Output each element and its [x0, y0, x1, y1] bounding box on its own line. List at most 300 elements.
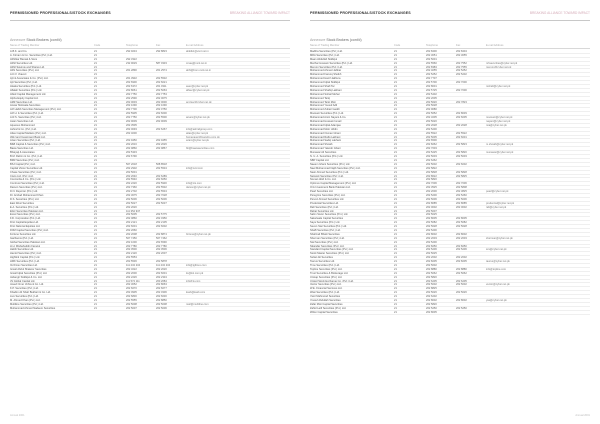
email-address — [486, 233, 590, 236]
broker-name: Munawar Ali Securities — [310, 151, 337, 155]
email-address — [486, 307, 590, 310]
broker-name: Muhammad Rafiq Lakhani — [310, 135, 341, 139]
broker-name: Nasir Ahmed Securities (Pvt.) Ltd. — [310, 170, 349, 174]
email-address: darson@cyber.net.pk — [186, 186, 211, 190]
column-header-telephone: Telephone — [426, 44, 438, 47]
broker-name: Salim Sozer Securities (Pvt.) Ltd. — [310, 213, 349, 217]
area-code: 21 — [94, 77, 97, 81]
area-code: 21 — [94, 240, 97, 244]
fax: 262 5825 — [456, 174, 467, 178]
telephone: 262 3505 — [126, 123, 137, 127]
broker-name: Muhammad Yakoob Ghani — [310, 147, 341, 151]
broker-name: AWJ and Investment Bank Ltd. — [10, 135, 46, 139]
fax — [456, 58, 486, 61]
broker-name: F.D. Corporation (Pvt.) Ltd. — [10, 217, 41, 221]
email-address — [486, 93, 590, 96]
broker-name: Ajit & Associates & Co. (Pvt.) Ltd. — [10, 77, 49, 81]
area-code: 21 — [394, 143, 397, 147]
column-header-email: E-mail Address — [486, 44, 504, 47]
broker-name: Concordia & Co. (Pvt.) Ltd. — [10, 178, 41, 182]
broker-name: Cisco Ltd. (Pvt.) Ltd. — [10, 174, 34, 178]
fax: 262 5026 — [456, 291, 467, 295]
fax — [156, 54, 186, 57]
email-address: ccsaq@vsnl.net.in — [186, 61, 208, 65]
telephone: 262 2003 — [426, 236, 437, 240]
broker-name: D.S. Securities (Pvt.) Ltd. — [10, 197, 40, 201]
fax: 262 5003 — [456, 155, 467, 158]
telephone: 262 0860 — [126, 217, 137, 221]
area-code: 21 — [394, 306, 397, 310]
telephone: 262 5652 — [426, 112, 437, 116]
email-address — [486, 89, 590, 92]
fax: 262 9455 — [156, 139, 167, 143]
email-address: munawar@cyber.net.pk — [486, 151, 514, 155]
fax: 262 5532 — [156, 186, 167, 190]
section-title: Stock Brokers (cont'd) — [326, 38, 362, 42]
fax: 262 5500 — [156, 116, 167, 120]
broker-name: Mohammed Hanif Jakhura — [310, 77, 341, 81]
email-address: bb@bawasecurities.com — [186, 147, 215, 151]
telephone: 567 7450 — [126, 236, 137, 240]
broker-name: Atlas Capital Markets (Pvt.) Ltd. — [10, 131, 47, 135]
broker-name: Mohammed Farooq Sheikh — [310, 73, 342, 77]
telephone: 262 0002 — [426, 205, 437, 209]
fax — [456, 93, 486, 96]
email-address — [486, 101, 590, 104]
email-address — [486, 245, 590, 248]
page-folio: Annual 2001 — [10, 414, 25, 417]
fax: 262 9867 — [156, 147, 167, 151]
broker-name: Mazhar Hussain Securities (Pvt.) Ltd. — [310, 61, 353, 65]
telephone: 262 2000 — [126, 271, 137, 275]
area-code: 21 — [394, 131, 397, 135]
broker-name: Nael Mohammad Najib Securities (Pvt.) Ltd. — [310, 166, 361, 170]
telephone: 111 574 111 — [126, 279, 140, 283]
broker-name: Excel Securities (Pvt.) Ltd. — [10, 213, 41, 217]
broker-list — [310, 50, 590, 315]
email-address: info@topline.com — [486, 267, 507, 271]
fax: 262 5002 — [456, 283, 467, 287]
area-code: 21 — [394, 88, 397, 92]
fax — [156, 151, 186, 154]
telephone: 262 5005 — [126, 213, 137, 217]
telephone: 262 5905 — [126, 112, 137, 116]
fax — [456, 139, 486, 142]
fax: 262 5930 — [156, 182, 167, 186]
area-code: 21 — [94, 201, 97, 205]
area-code: 21 — [94, 217, 97, 221]
telephone: 292 3322 — [126, 57, 137, 61]
email-address — [186, 112, 290, 115]
area-code: 21 — [94, 256, 97, 260]
area-code: 21 — [94, 186, 97, 190]
fax — [456, 104, 486, 107]
broker-name: Optimus Capital Management (Pvt.) Ltd. — [310, 182, 357, 186]
fax: 262 6630 — [156, 295, 167, 298]
broker-name: East West Securities — [10, 201, 34, 205]
fax — [156, 159, 186, 162]
telephone — [126, 73, 156, 76]
fax: 262 5250 — [456, 306, 467, 310]
email-address: abhi@bom.vsnl.net.in — [186, 69, 211, 73]
running-head — [10, 11, 290, 21]
fax: 262 3055 — [456, 53, 467, 57]
fax: 262 2003 — [456, 236, 467, 240]
area-code: 21 — [394, 186, 397, 190]
area-code: 21 — [394, 77, 397, 81]
area-code: 21 — [394, 201, 397, 205]
telephone: 262 5553 — [126, 256, 137, 260]
fax: 262 8005 — [456, 217, 467, 221]
fax — [456, 295, 486, 298]
telephone: 262 5025 — [426, 252, 437, 256]
area-code: 21 — [394, 108, 397, 112]
telephone — [126, 66, 156, 69]
area-code: 21 — [394, 256, 397, 260]
broker-name: Dr. Arshad Mohammed Khan — [10, 193, 44, 197]
broker-name: Stock Master Securities (Pvt.) Ltd. — [310, 252, 350, 256]
fax — [456, 147, 486, 150]
area-code: 21 — [394, 112, 397, 116]
fax: 262 5037 — [156, 201, 167, 205]
telephone: 261 2890 — [126, 69, 137, 73]
fax: 262 6021 — [156, 81, 167, 85]
email-address — [186, 210, 290, 213]
telephone: 262 2000 — [426, 190, 437, 193]
telephone: 262 7360 — [126, 186, 137, 190]
fax — [156, 58, 186, 61]
broker-name: Capital Vision Securities Ltd. — [10, 166, 43, 170]
fax — [456, 128, 486, 131]
area-code: 21 — [94, 252, 97, 256]
email-address: memon@cyber.net.pk — [486, 65, 512, 69]
telephone: 262 0003 — [126, 100, 137, 104]
broker-name: MRA Securities (Pvt.) Ltd. — [310, 53, 340, 57]
telephone: 262 8002 — [426, 232, 437, 236]
fax: 262 6590 — [156, 240, 167, 244]
fax: 262 5252 — [456, 69, 467, 73]
email-address: scs@cyber.net.pk — [486, 248, 507, 252]
email-address: yas@cyber.net.pk — [486, 299, 507, 302]
area-code: 21 — [394, 85, 397, 88]
area-code: 21 — [394, 120, 397, 123]
broker-name: Muhammad Osman Ghani — [310, 131, 341, 135]
telephone: 262 6790 — [126, 155, 137, 158]
fax: 262 8850 — [156, 299, 167, 302]
email-address: alfsec@cyber.net.pk — [186, 88, 210, 92]
telephone: 262 2008 — [126, 232, 137, 236]
email-address — [486, 69, 590, 72]
fax: 262 5828 — [456, 170, 467, 174]
column-headers — [10, 44, 290, 49]
page-folio: Annual 2001 — [575, 414, 590, 417]
email-address — [186, 237, 290, 240]
fax: 262 5260 — [456, 193, 467, 197]
telephone: 262 9860 — [126, 147, 137, 151]
telephone: 262 8001 — [426, 85, 437, 88]
email-address — [186, 213, 290, 216]
broker-name: Habib Securities Ltd. — [10, 248, 34, 252]
area-code: 21 — [394, 267, 397, 271]
telephone: 262 4000 — [126, 131, 137, 135]
email-address — [486, 147, 590, 150]
telephone: 262 8061 — [126, 88, 137, 92]
email-address — [186, 198, 290, 201]
telephone: 262 3222 — [126, 267, 137, 271]
area-code: 21 — [94, 61, 97, 65]
broker-name: W.E. Financial Services Ltd. — [310, 287, 343, 291]
broker-name: Ashraf & Co. (Pvt.) Ltd. — [10, 127, 37, 131]
running-head — [310, 11, 590, 21]
area-code: 21 — [394, 225, 397, 228]
broker-name: Arif H. & Securities (Pvt.) Ltd. — [10, 112, 44, 116]
fax — [456, 311, 486, 314]
email-address — [486, 276, 590, 279]
email-address — [486, 128, 590, 131]
email-address — [486, 163, 590, 166]
telephone: 262 2590 — [126, 96, 137, 100]
broker-name: Live Securities (Pvt.) Ltd. — [10, 295, 39, 298]
fax — [156, 124, 186, 127]
email-address — [186, 283, 290, 286]
fax: 262 2028 — [456, 123, 467, 127]
telephone: 262 0093 — [126, 127, 137, 131]
area-code: 21 — [94, 69, 97, 73]
telephone: 262 0500 — [126, 248, 137, 252]
telephone: 262 5820 — [426, 275, 437, 279]
fax: 262 0306 — [156, 291, 167, 295]
fax: 568 8518 — [156, 162, 167, 166]
fax: 262 5808 — [456, 186, 467, 190]
email-address — [186, 54, 290, 57]
area-code: 21 — [394, 271, 397, 275]
area-code: 21 — [94, 232, 97, 236]
area-code: 21 — [94, 248, 97, 252]
broker-name: Hamid Securities (Pvt.) Ltd. — [10, 252, 42, 256]
email-address — [486, 155, 590, 158]
fax — [156, 132, 186, 135]
fax: 262 6005 — [456, 116, 467, 120]
email-address — [486, 210, 590, 213]
telephone: 262 5206 — [426, 248, 437, 252]
telephone: 262 2121 — [126, 221, 137, 225]
telephone: 262 3525 — [426, 186, 437, 190]
email-address: info@ashrafgroup.com — [186, 127, 213, 131]
fax — [456, 159, 486, 162]
area-code: 21 — [394, 221, 397, 225]
email-address — [486, 252, 590, 255]
email-address: kasb@kasb.com — [186, 291, 206, 295]
broker-name: Multiline Securities (Pvt.) Ltd. — [10, 302, 44, 306]
broker-name: Zahid Latif Securities (Pvt.) Ltd. — [310, 306, 347, 310]
fax — [156, 73, 186, 76]
area-code: 21 — [394, 197, 397, 201]
email-address: abkdk1@vsnl.net.in — [186, 50, 209, 53]
telephone: 262 5822 — [426, 166, 437, 170]
broker-name: Wasi Securities (Pvt.) Ltd. — [310, 291, 340, 295]
broker-name: Sakarwala Capital Securities — [310, 217, 344, 221]
fax: 262 8880 — [456, 267, 467, 271]
column-header-code: Code — [94, 44, 101, 47]
telephone: 262 5062 — [426, 271, 437, 275]
broker-name: Arif Habib Securities Management (Pvt.) Ltd. — [10, 108, 62, 112]
email-address — [486, 182, 590, 185]
fax — [456, 229, 486, 232]
fax: 262 2334 — [156, 275, 167, 279]
fax: 262 3825 — [456, 190, 467, 193]
broker-name: Highlink Capital (Pvt.) Ltd. — [10, 256, 40, 260]
fax — [156, 229, 186, 232]
column-header-telephone: Telephone — [126, 44, 138, 47]
area-code: 21 — [94, 147, 97, 151]
broker-name: Network Securities (Pvt.) Ltd. — [310, 174, 344, 178]
area-code: 21 — [94, 108, 97, 112]
email-address: taurus@cyber.net.pk — [486, 260, 510, 263]
area-code: 21 — [94, 131, 97, 135]
telephone: 262 8005 — [426, 310, 437, 314]
broker-name: E.A. Securities (Pvt.) Ltd. — [10, 205, 39, 209]
email-address: bsmanager@jsandco.com.pk — [186, 135, 220, 139]
telephone: 262 5008 — [126, 302, 137, 306]
fax: 262 5202 — [456, 73, 467, 77]
area-code: 21 — [94, 299, 97, 302]
area-code: 21 — [94, 116, 97, 120]
area-code: 21 — [394, 302, 397, 306]
email-address: fortune@cyber.net.pk — [186, 232, 211, 236]
broker-name: Rafi Securities (Pvt.) Ltd. — [310, 205, 339, 209]
broker-name: Ajit Securities (Pvt.) Ltd. — [10, 81, 38, 85]
email-address: mail@multiline.com — [186, 302, 209, 306]
area-code: 21 — [394, 53, 397, 57]
email-address — [186, 104, 290, 107]
email-address — [486, 104, 590, 107]
column-header-fax: Fax — [456, 44, 461, 47]
telephone — [126, 54, 156, 57]
fax: 262 6677 — [156, 287, 167, 291]
area-code: 21 — [394, 295, 397, 298]
fax — [456, 178, 486, 181]
fax: 262 5006 — [156, 197, 167, 201]
email-address — [186, 171, 290, 174]
broker-name: NBP Capital Ltd. — [310, 158, 330, 162]
fax — [156, 136, 186, 139]
broker-name: Darson Securities (Pvt.) Ltd. — [10, 186, 43, 190]
broker-name: Standard Capital Securities (Pvt.) Ltd. — [310, 248, 354, 252]
broker-name: Bawa Securities Ltd. — [10, 147, 34, 151]
telephone: 262 3205 — [426, 116, 437, 120]
fax: 262 0506 — [156, 248, 167, 252]
fax — [456, 210, 486, 213]
area-code: 21 — [394, 236, 397, 240]
email-address — [486, 178, 590, 181]
area-code: 21 — [94, 283, 97, 287]
area-code: 21 — [394, 158, 397, 162]
email-address — [186, 151, 290, 154]
broker-name: Alaska Securities (Pvt.) Ltd. — [10, 85, 42, 88]
fax: 262 6205 — [456, 279, 467, 283]
area-code: 21 — [394, 100, 397, 104]
running-head-subtitle: BREAKING ALLIANCE TOWARD IMPACT — [229, 11, 290, 15]
telephone: 567 2018 — [126, 162, 137, 166]
telephone: 262 5828 — [426, 170, 437, 174]
broker-name: Sikandar Securities (Pvt.) Ltd. — [310, 244, 345, 248]
email-address — [186, 190, 290, 193]
fax: 262 0350 — [156, 217, 167, 221]
broker-name: Muhammad Sadiq Lakhani — [310, 139, 341, 143]
email-address — [486, 229, 590, 232]
email-address — [486, 97, 590, 100]
telephone: 262 8085 — [426, 201, 437, 205]
area-code: 21 — [94, 236, 97, 240]
broker-name: H.H. Misbahuddin Faruqui — [10, 244, 41, 248]
fax — [456, 167, 486, 170]
email-address — [486, 280, 590, 283]
broker-list — [10, 50, 290, 311]
email-address — [186, 245, 290, 248]
email-address — [486, 303, 590, 306]
running-head-title: PERMISSIONED PROFESSIONALS/STOCK EXCHANGES — [310, 11, 411, 15]
area-code: 21 — [394, 287, 397, 291]
fax: 262 6267 — [156, 127, 167, 131]
area-code: 21 — [394, 260, 397, 263]
area-code: 21 — [394, 240, 397, 244]
area-code: 21 — [394, 81, 397, 85]
telephone: 262 8825 — [426, 287, 437, 291]
area-code: 21 — [394, 310, 397, 314]
broker-name: Topline Securities (Pvt.) Ltd. — [310, 267, 343, 271]
telephone: 262 7006 — [426, 182, 437, 186]
area-code: 21 — [94, 190, 97, 193]
email-address — [486, 81, 590, 84]
area-code: 21 — [94, 170, 97, 174]
fax — [456, 241, 486, 244]
fax: 262 5534 — [156, 166, 167, 170]
fax — [156, 66, 186, 69]
fax: 262 5775 — [156, 213, 167, 217]
email-address — [486, 50, 590, 53]
broker-name: Prudential Securities Ltd. — [310, 201, 339, 205]
telephone: 262 5560 — [426, 61, 437, 65]
column-header-fax: Fax — [156, 44, 161, 47]
area-code: 21 — [94, 112, 97, 116]
fax — [456, 252, 486, 255]
telephone: 262 8880 — [426, 267, 437, 271]
broker-name: Mohammed Tariq Moti — [310, 100, 336, 104]
area-code: 21 — [94, 174, 97, 178]
broker-name: Naeem Ghani Securities (Pvt.) Ltd. — [310, 162, 351, 166]
broker-name: Aqueous Mohammed — [10, 123, 35, 127]
email-address — [186, 217, 290, 220]
email-address: sherman@cyber.net.pk — [486, 236, 513, 240]
broker-name: Asian Securities Ltd. — [10, 120, 34, 123]
fax: 567 7462 — [156, 236, 167, 240]
telephone: 262 5027 — [126, 201, 137, 205]
fax: 262 7753 — [156, 92, 167, 96]
broker-name: N. U. A. Securities (Pvt.) Ltd. — [310, 155, 344, 158]
area-code: 21 — [394, 228, 397, 232]
fax: 262 5532 — [156, 77, 167, 81]
area-code: 21 — [94, 213, 97, 217]
fax — [456, 85, 486, 88]
fax: 262 5823 — [456, 143, 467, 147]
telephone: 111 354 947 — [126, 209, 141, 213]
area-code: 21 — [94, 279, 97, 283]
area-code: 21 — [94, 205, 97, 209]
email-address — [486, 198, 590, 201]
area-code: 21 — [94, 263, 97, 267]
broker-name: Khadim Ali Shah Bukhari & Co. Ltd. — [10, 291, 51, 295]
telephone: 262 5006 — [126, 197, 137, 201]
